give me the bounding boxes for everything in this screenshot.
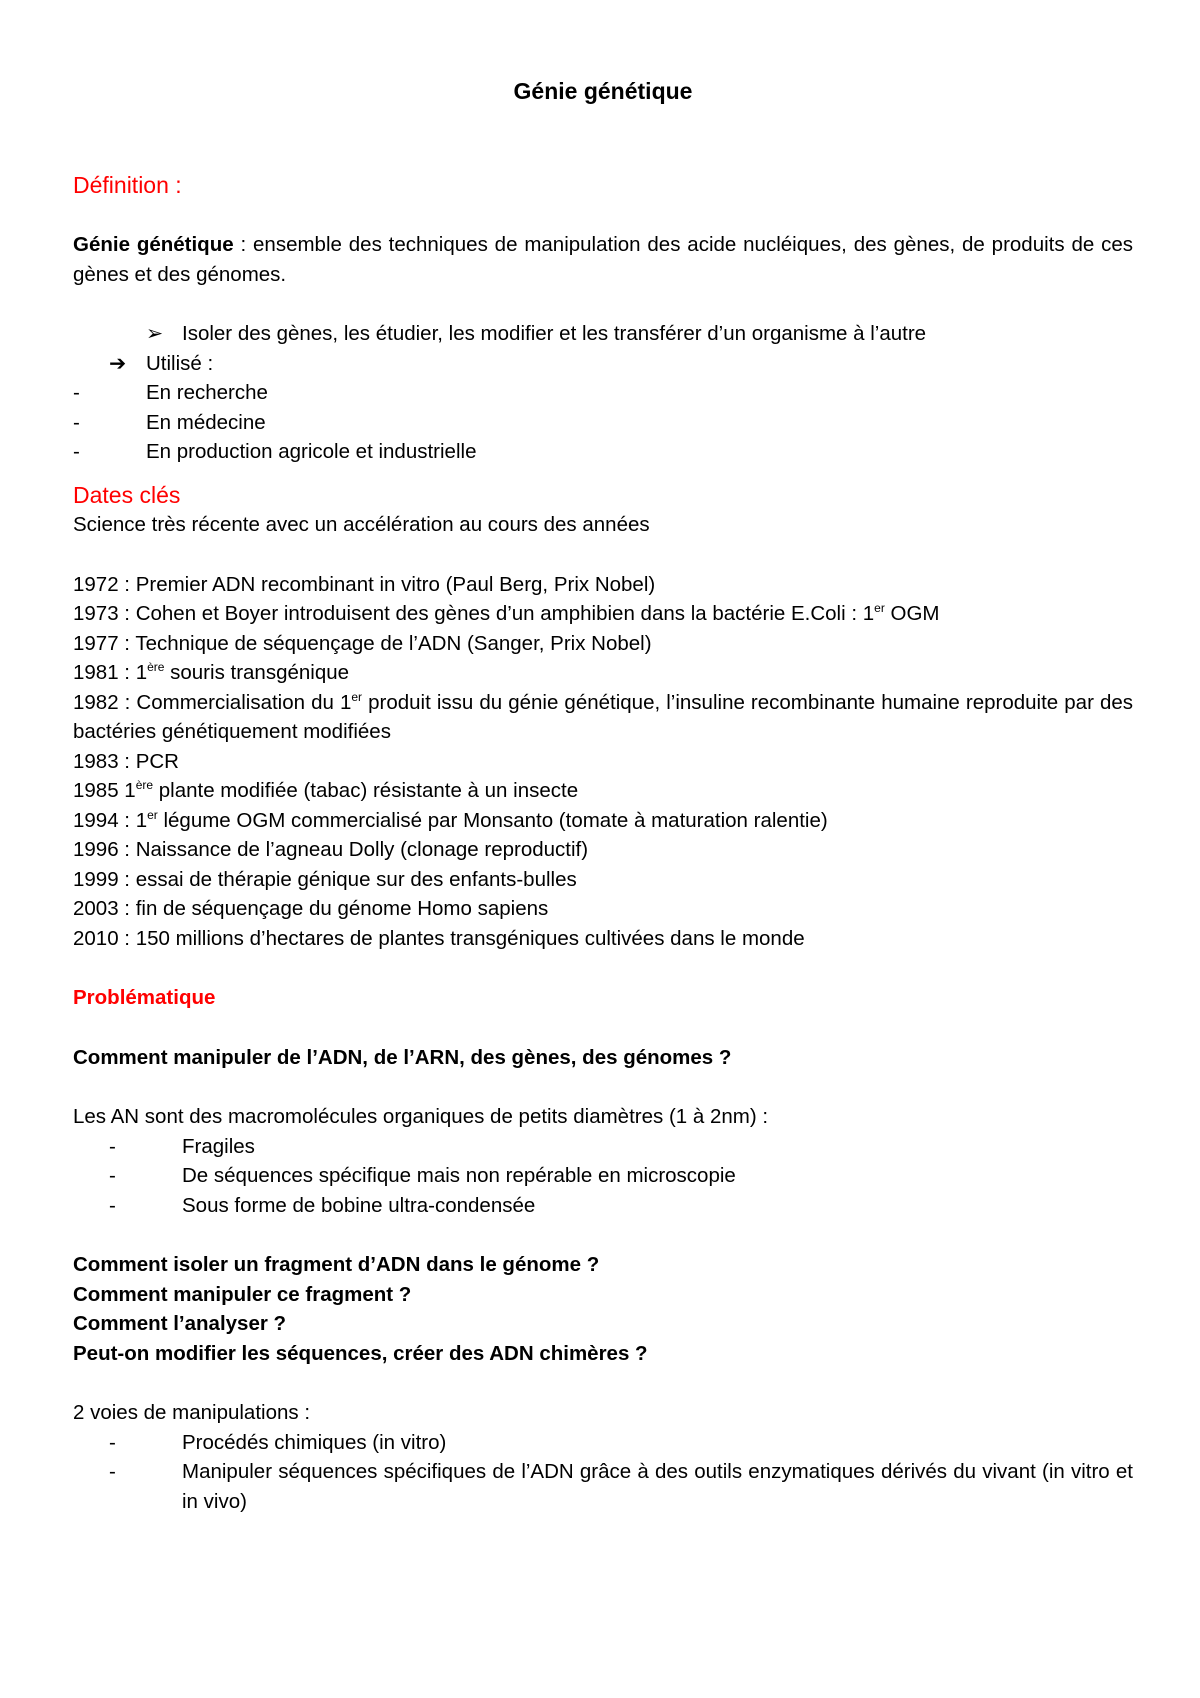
dates-intro: Science très récente avec un accélération au cours des années	[73, 513, 650, 536]
ways-intro: 2 voies de manipulations :	[73, 1401, 311, 1424]
dash-icon: -	[109, 1164, 116, 1187]
question-line: Comment manipuler ce fragment ?	[73, 1282, 412, 1306]
date-item: 2003 : fin de séquençage du génome Homo sapiens	[73, 897, 549, 920]
dates-list	[73, 570, 1133, 954]
an-intro: Les AN sont des macromolécules organiques de petits diamètres (1 à 2nm) :	[73, 1105, 769, 1128]
list-item: - Fragiles	[73, 1132, 1133, 1162]
uses-list	[73, 378, 1133, 467]
an-list	[73, 1132, 1133, 1221]
arrow-right-icon: ➔	[109, 351, 127, 375]
dash-icon: -	[73, 410, 80, 434]
question-line: Peut-on modifier les séquences, créer des ADN chimères ?	[73, 1341, 648, 1365]
used-label: Utilisé :	[146, 351, 214, 375]
date-item: 1977 : Technique de séquençage de l’ADN (Sanger, Prix Nobel)	[73, 631, 652, 655]
dash-icon: -	[109, 1134, 116, 1158]
definition-paragraph	[73, 230, 1133, 289]
date-item: 1973 : Cohen et Boyer introduisent des gènes d’un amphibien dans la bactérie E.Coli : 1er OGM	[73, 601, 940, 625]
dash-icon: -	[73, 440, 80, 463]
list-item: - Manipuler séquences spécifiques de l’ADN grâce à des outils enzymatiques dérivés du vivant (in vitro et in vivo)	[73, 1457, 1133, 1516]
ways-list	[73, 1428, 1133, 1517]
problem-question-main: Comment manipuler de l’ADN, de l’ARN, des gènes, des génomes ?	[73, 1045, 732, 1069]
definition-term: Génie génétique	[73, 233, 234, 256]
date-item: 1983 : PCR	[73, 749, 179, 773]
date-item: 1972 : Premier ADN recombinant in vitro (Paul Berg, Prix Nobel)	[73, 572, 656, 596]
arrow-item-text: Isoler des gènes, les étudier, les modifier et les transférer d’un organisme à l’autre	[182, 322, 927, 345]
arrow-bullet-icon: ➢	[146, 322, 164, 345]
problem-heading: Problématique	[73, 986, 216, 1009]
list-item: - En médecine	[73, 408, 1133, 438]
dash-icon: -	[109, 1460, 116, 1483]
question-line: Comment l’analyser ?	[73, 1312, 287, 1335]
date-item: 1981 : 1ère souris transgénique	[73, 660, 350, 684]
list-item: - Sous forme de bobine ultra-condensée	[73, 1191, 1133, 1221]
date-item: 1982 : Commercialisation du 1er produit issu du génie génétique, l’insuline recombinante humaine reproduite par des bactéries génétiquement modifiées	[73, 689, 1134, 743]
list-item: - De séquences spécifique mais non repérable en microscopie	[73, 1161, 1133, 1191]
arrow-item	[73, 319, 1133, 349]
dash-icon: -	[73, 381, 80, 404]
date-item: 1994 : 1er légume OGM commercialisé par Monsanto (tomate à maturation ralentie)	[73, 807, 828, 832]
dates-heading: Dates clés	[73, 481, 181, 508]
dash-icon: -	[109, 1193, 116, 1217]
document-page	[73, 72, 1133, 1516]
list-item: - Procédés chimiques (in vitro)	[73, 1428, 1133, 1458]
date-item: 2010 : 150 millions d’hectares de plantes transgéniques cultivées dans le monde	[73, 926, 805, 950]
question-block	[73, 1250, 1133, 1368]
question-line: Comment isoler un fragment d’ADN dans le génome ?	[73, 1253, 600, 1276]
list-item: - En production agricole et industrielle	[73, 437, 1133, 467]
used-line	[73, 349, 1133, 379]
date-item: 1999 : essai de thérapie génique sur des enfants-bulles	[73, 867, 577, 891]
page-title: Génie génétique	[513, 78, 693, 104]
date-item: 1996 : Naissance de l’agneau Dolly (clonage reproductif)	[73, 838, 589, 861]
dash-icon: -	[109, 1430, 116, 1454]
definition-text: : ensemble des techniques de manipulation des acide nucléiques, des gènes, de produits de ces gènes et des génomes.	[73, 233, 1133, 286]
definition-heading: Définition :	[73, 171, 182, 198]
list-item: - En recherche	[73, 378, 1133, 408]
date-item: 1985 1ère plante modifiée (tabac) résistante à un insecte	[73, 778, 579, 802]
